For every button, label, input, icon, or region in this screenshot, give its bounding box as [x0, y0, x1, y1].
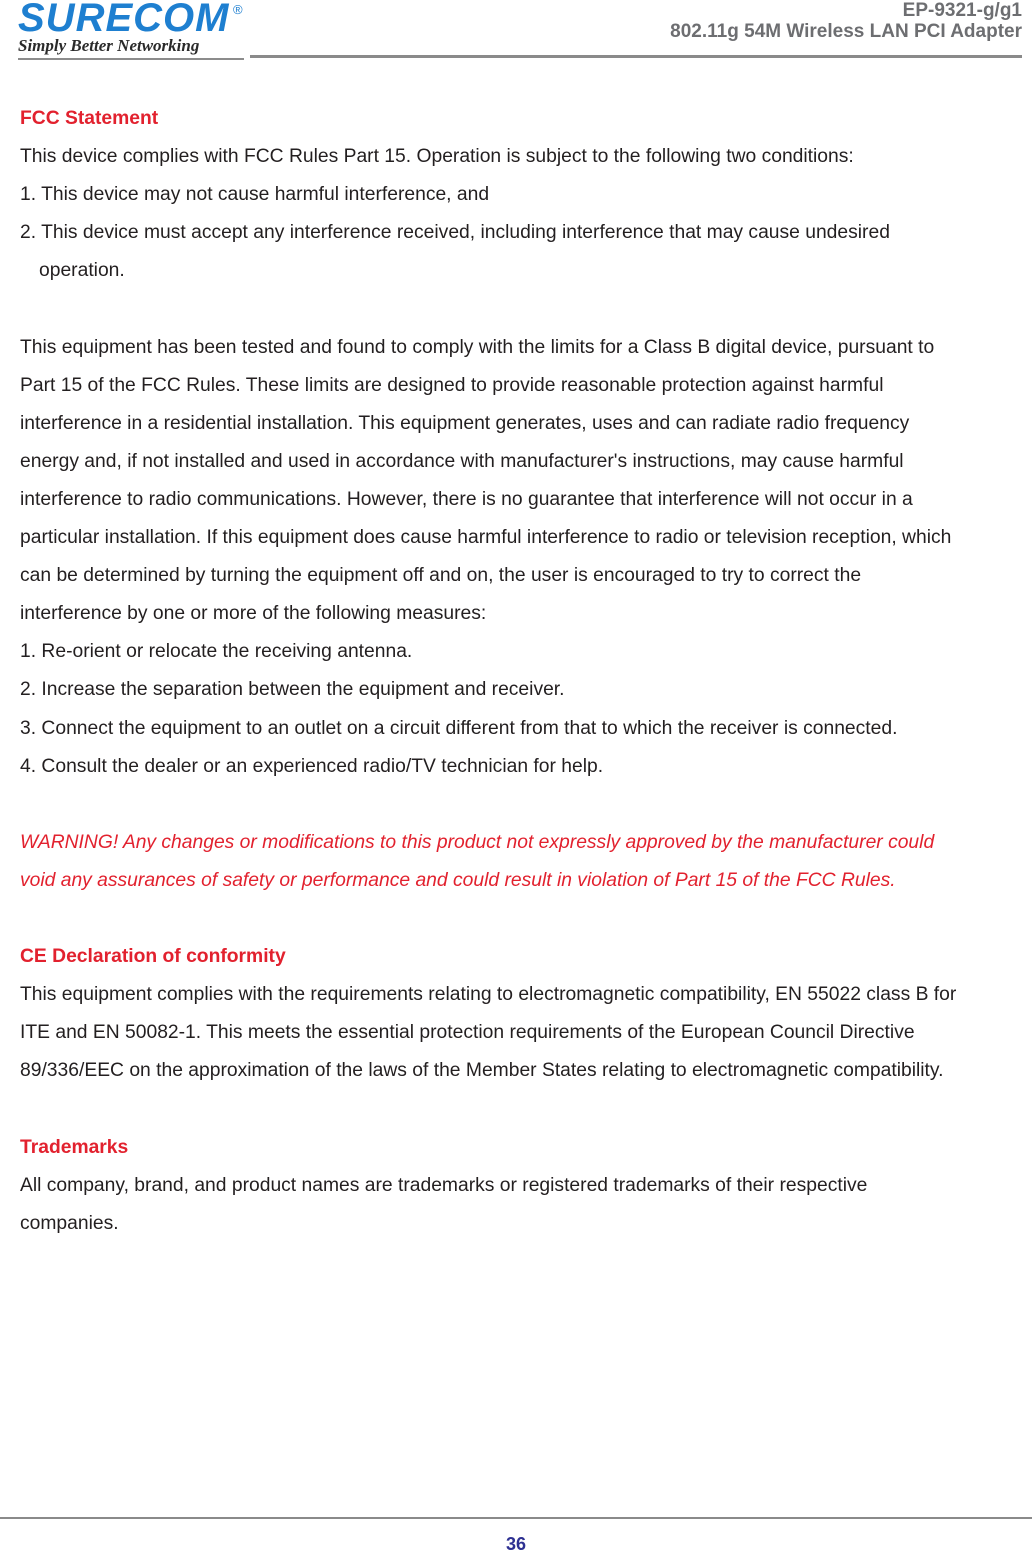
fcc-paragraph-line: can be determined by turning the equipment off and on, the user is encouraged to try to correct the	[20, 565, 862, 587]
fcc-paragraph-line: particular installation. If this equipment does cause harmful interference to radio or television reception, which	[20, 527, 952, 549]
logo-underline	[18, 58, 244, 60]
fcc-warning: void any assurances of safety or performance and could result in violation of Part 15 of the FCC Rules.	[20, 869, 896, 891]
logo-wordmark: SURECOM	[18, 0, 230, 40]
footer-rule	[0, 1517, 1032, 1519]
ce-line: ITE and EN 50082-1. This meets the essential protection requirements of the European Council Directive	[20, 1022, 915, 1044]
trademarks-line: All company, brand, and product names are trademarks or registered trademarks of their respective	[20, 1174, 868, 1196]
surecom-logo	[18, 2, 250, 60]
fcc-paragraph-line: interference to radio communications. However, there is no guarantee that interference will not occur in a	[20, 488, 913, 510]
fcc-measure: 3. Connect the equipment to an outlet on a circuit different from that to which the receiver is connected.	[20, 717, 898, 739]
fcc-paragraph-line: Part 15 of the FCC Rules. These limits are designed to provide reasonable protection against harmful	[20, 374, 884, 396]
registered-mark: ®	[233, 2, 243, 17]
fcc-measure: 2. Increase the separation between the equipment and receiver.	[20, 679, 565, 701]
fcc-condition-2-cont: operation.	[39, 260, 125, 282]
fcc-paragraph-line: energy and, if not installed and used in accordance with manufacturer's instructions, may cause harmful	[20, 450, 904, 472]
fcc-intro: This device complies with FCC Rules Part 15. Operation is subject to the following two conditions:	[20, 146, 854, 168]
fcc-paragraph-line: This equipment has been tested and found to comply with the limits for a Class B digital device, pursuant to	[20, 336, 935, 358]
product-name: 802.11g 54M Wireless LAN PCI Adapter	[670, 21, 1022, 42]
fcc-condition-2: 2. This device must accept any interference received, including interference that may cause undesired	[20, 222, 890, 244]
page-header	[0, 0, 1032, 64]
fcc-heading: FCC Statement	[20, 108, 159, 129]
fcc-measure: 4. Consult the dealer or an experienced radio/TV technician for help.	[20, 755, 604, 777]
ce-line: 89/336/EEC on the approximation of the laws of the Member States relating to electromagnetic compatibility.	[20, 1060, 944, 1082]
model-number: EP-9321-g/g1	[902, 0, 1022, 21]
fcc-condition-1: 1. This device may not cause harmful interference, and	[20, 184, 490, 206]
logo-tagline: Simply Better Networking	[18, 36, 200, 55]
model-info	[670, 0, 1022, 42]
trademarks-line: companies.	[20, 1212, 119, 1234]
fcc-measure: 1. Re-orient or relocate the receiving antenna.	[20, 641, 413, 663]
ce-heading: CE Declaration of conformity	[20, 946, 286, 968]
header-rule	[250, 55, 1022, 58]
fcc-paragraph-line: interference by one or more of the following measures:	[20, 603, 487, 625]
document-body	[20, 100, 1025, 1243]
fcc-paragraph-line: interference in a residential installation. This equipment generates, uses and can radiate radio frequency	[20, 412, 910, 434]
ce-line: This equipment complies with the requirements relating to electromagnetic compatibility, EN 55022 class B for	[20, 984, 957, 1006]
fcc-warning: WARNING! Any changes or modifications to this product not expressly approved by the manufacturer could	[20, 831, 935, 853]
trademarks-heading: Trademarks	[20, 1136, 129, 1158]
page-number: 36	[505, 1534, 527, 1554]
